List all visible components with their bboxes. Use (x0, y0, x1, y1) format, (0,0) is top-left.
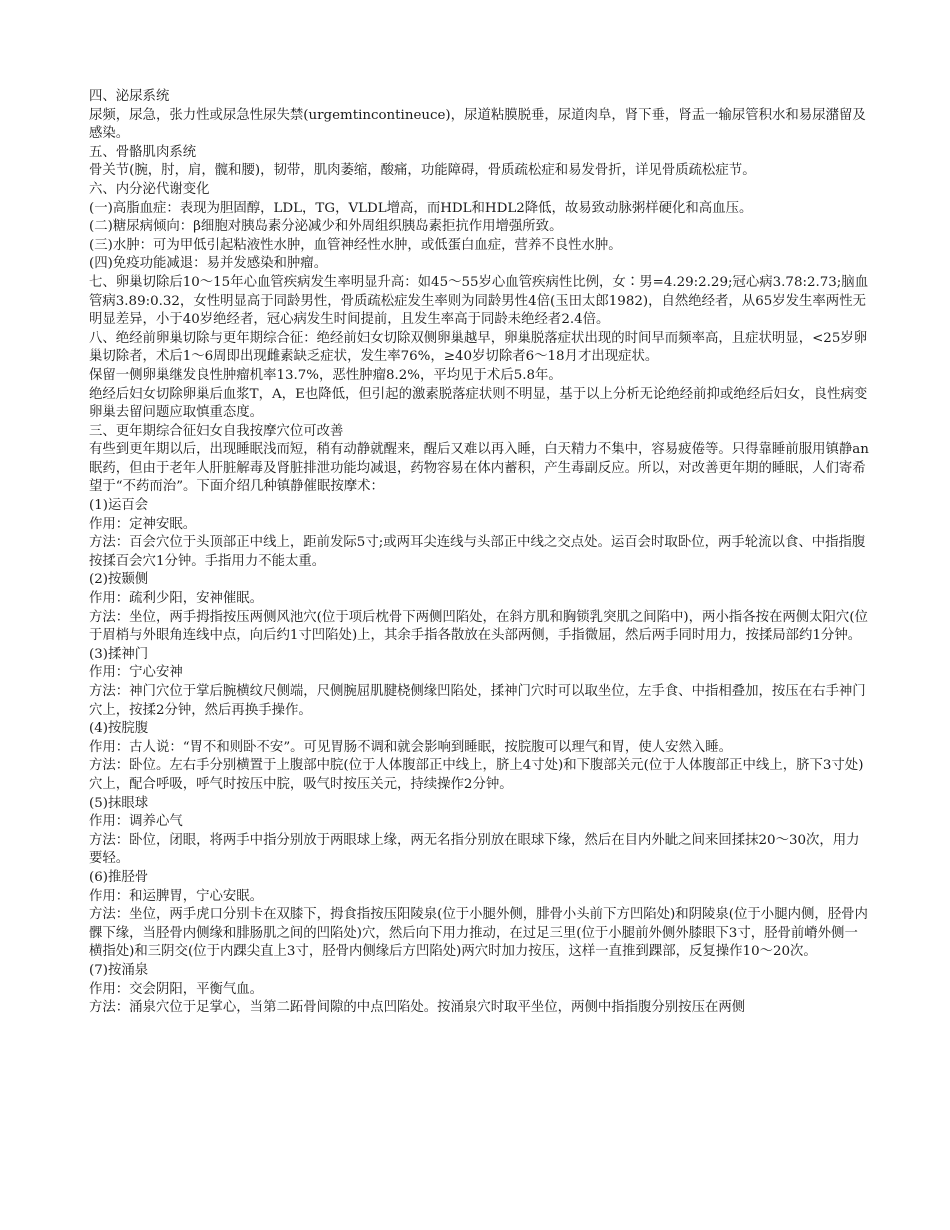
heading-eyeball: (5)抹眼球 (89, 795, 149, 811)
paragraph-hyperlipidemia: (一)高脂血症：表现为胆固醇，LDL，TG，VLDL增高，而HDL和HDL2降低，故易致动脉粥样硬化和高血压。 (89, 200, 753, 216)
temple-effect: 作用：疏利少阳，安神催眠。 (89, 591, 264, 607)
paragraph-ovariectomy: 八、绝经前卵巢切除与更年期综合征：绝经前妇女切除双侧卵巢越早，卵巢脱落症状出现的时间早而频率高，且症状明显，<25岁卵巢切除者，术后1～6周即出现雌素缺乏症状，发生率76%，≥40岁切除者6～18月才出现症状。 (89, 330, 868, 365)
heading-musculoskeletal: 五、骨骼肌肉系统 (89, 144, 197, 160)
heading-massage: 三、更年期综合征妇女自我按摩穴位可改善 (89, 423, 344, 439)
abdomen-method: 方法：卧位。左右手分别横置于上腹部中脘(位于人体腹部正中线上，脐上4寸处)和下腹部关元(位于人体腹部正中线上，脐下3寸处)穴上，配合呼吸，呼气时按压中脘，吸气时按压关元，持续操作2分钟。 (89, 758, 864, 792)
paragraph-urinary-symptoms: 尿频，尿急，张力性或尿急性尿失禁(urgemtincontineuce)，尿道粘膜脱垂，尿道肉阜，肾下垂，肾盂一输尿管积水和易尿潴留及感染。 (89, 107, 866, 142)
paragraph-diabetes: (二)糖尿病倾向：β细胞对胰岛素分泌减少和外周组织胰岛素拒抗作用增强所致。 (89, 219, 563, 235)
paragraph-musculoskeletal: 骨关节(腕，肘，肩，髋和腰)，韧带，肌肉萎缩，酸痛，功能障碍，骨质疏松症和易发骨折，详见骨质疏松症节。 (89, 163, 756, 179)
heading-urinary-system: 四、泌尿系统 (89, 89, 170, 104)
shenmen-method: 方法：神门穴位于掌后腕横纹尺侧端，尺侧腕屈肌腱桡侧缘凹陷处，揉神门穴时可以取坐位，左手食、中指相叠加，按压在右手神门穴上，按揉2分钟，然后再换手操作。 (89, 684, 866, 718)
shenmen-effect: 作用：宁心安神 (89, 665, 183, 681)
heading-tibia: (6)推胫骨 (89, 869, 149, 885)
heading-yongquan: (7)按涌泉 (89, 962, 149, 978)
tibia-method: 方法：坐位，两手虎口分别卡在双膝下，拇食指按压阳陵泉(位于小腿外侧，腓骨小头前下方凹陷处)和阴陵泉(位于小腿内侧，胫骨内髁下缘，当胫骨内侧缘和腓肠肌之间的凹陷处)穴，然后向下用力推动，在过足三里(位于小腿前外侧外膝眼下3寸，胫骨前嵴外侧一横指处)和三阴交(位于内踝尖直上3寸，胫骨内侧缘后方凹陷处)两穴时加力按压，这样一直推到踝部，反复操作10～20次。 (89, 907, 868, 960)
eyeball-method: 方法：卧位，闭眼，将两手中指分别放于两眼球上缘，两无名指分别放在眼球下缘，然后在目内外眦之间来回揉抹20～30次，用力要轻。 (89, 832, 860, 867)
paragraph-immunity: (四)免疫功能减退：易并发感染和肿瘤。 (89, 256, 328, 272)
paragraph-massage-intro: 有些到更年期以后，出现睡眠浅而短，稍有动静就醒来，醒后又难以再入睡，白天精力不集中，容易疲倦等。只得靠睡前服用镇静an眠药，但由于老年人肝脏解毒及肾脏排泄功能均减退，药物容易在体内蓄积，产生毒副反应。所以，对改善更年期的睡眠，人们寄希望于“不药而治”。下面介绍几种镇静催眠按摩术： (89, 442, 869, 495)
paragraph-edema: (三)水肿：可为甲低引起粘液性水肿，血管神经性水肿，或低蛋白血症，营养不良性水肿。 (89, 237, 622, 253)
baihui-effect: 作用：定神安眠。 (89, 516, 197, 532)
yongquan-effect: 作用：交会阴阳，平衡气血。 (89, 981, 264, 997)
heading-abdomen: (4)按脘腹 (89, 721, 149, 737)
paragraph-tumor-rate: 保留一侧卵巢继发良性肿瘤机率13.7%，恶性肿瘤8.2%，平均见于术后5.8年。 (89, 367, 562, 383)
heading-shenmen: (3)揉神门 (89, 646, 149, 662)
eyeball-effect: 作用：调养心气 (89, 814, 183, 830)
heading-endocrine: 六、内分泌代谢变化 (89, 181, 210, 197)
baihui-method: 方法：百会穴位于头顶部正中线上，距前发际5寸;或两耳尖连线与头部正中线之交点处。运百会时取卧位，两手轮流以食、中指指腹按揉百会穴1分钟。手指用力不能太重。 (89, 535, 866, 569)
heading-temple: (2)按颞侧 (89, 572, 149, 588)
paragraph-cardiovascular: 七、卵巢切除后10～15年心血管疾病发生率明显升高：如45～55岁心血管疾病性比例，女∶男=4.29:2.29;冠心病3.78:2.73;脑血管病3.89:0.32，女性明显高于同龄男性，骨质疏松症发生率则为同龄男性4倍(玉田太郎1982)，自然绝经者，从65岁发生率两性无明显差异，小于40岁绝经者，冠心病发生时间提前，且发生率高于同龄未绝经者2.4倍。 (89, 274, 869, 328)
document-body (89, 88, 869, 1018)
abdomen-effect: 作用：古人说：“胃不和则卧不安”。可见胃肠不调和就会影响到睡眠，按脘腹可以理气和胃，使人安然入睡。 (89, 739, 733, 755)
heading-baihui: (1)运百会 (89, 498, 149, 514)
paragraph-postmenopause: 绝经后妇女切除卵巢后血浆T，A，E也降低，但引起的激素脱落症状则不明显，基于以上分析无论绝经前抑或绝经后妇女，良性病变卵巢去留问题应取慎重态度。 (89, 386, 868, 421)
yongquan-method: 方法：涌泉穴位于足掌心，当第二跖骨间隙的中点凹陷处。按涌泉穴时取平坐位，两侧中指指腹分别按压在两侧 (89, 1000, 746, 1016)
tibia-effect: 作用：和运脾胃，宁心安眠。 (89, 888, 264, 904)
temple-method: 方法：坐位，两手拇指按压两侧风池穴(位于项后枕骨下两侧凹陷处，在斜方肌和胸锁乳突肌之间陷中)，两小指各按在两侧太阳穴(位于眉梢与外眼角连线中点，向后约1寸凹陷处)上，其余手指各散放在头部两侧，手指微屈，然后两手同时用力，按揉局部约1分钟。 (89, 609, 868, 644)
